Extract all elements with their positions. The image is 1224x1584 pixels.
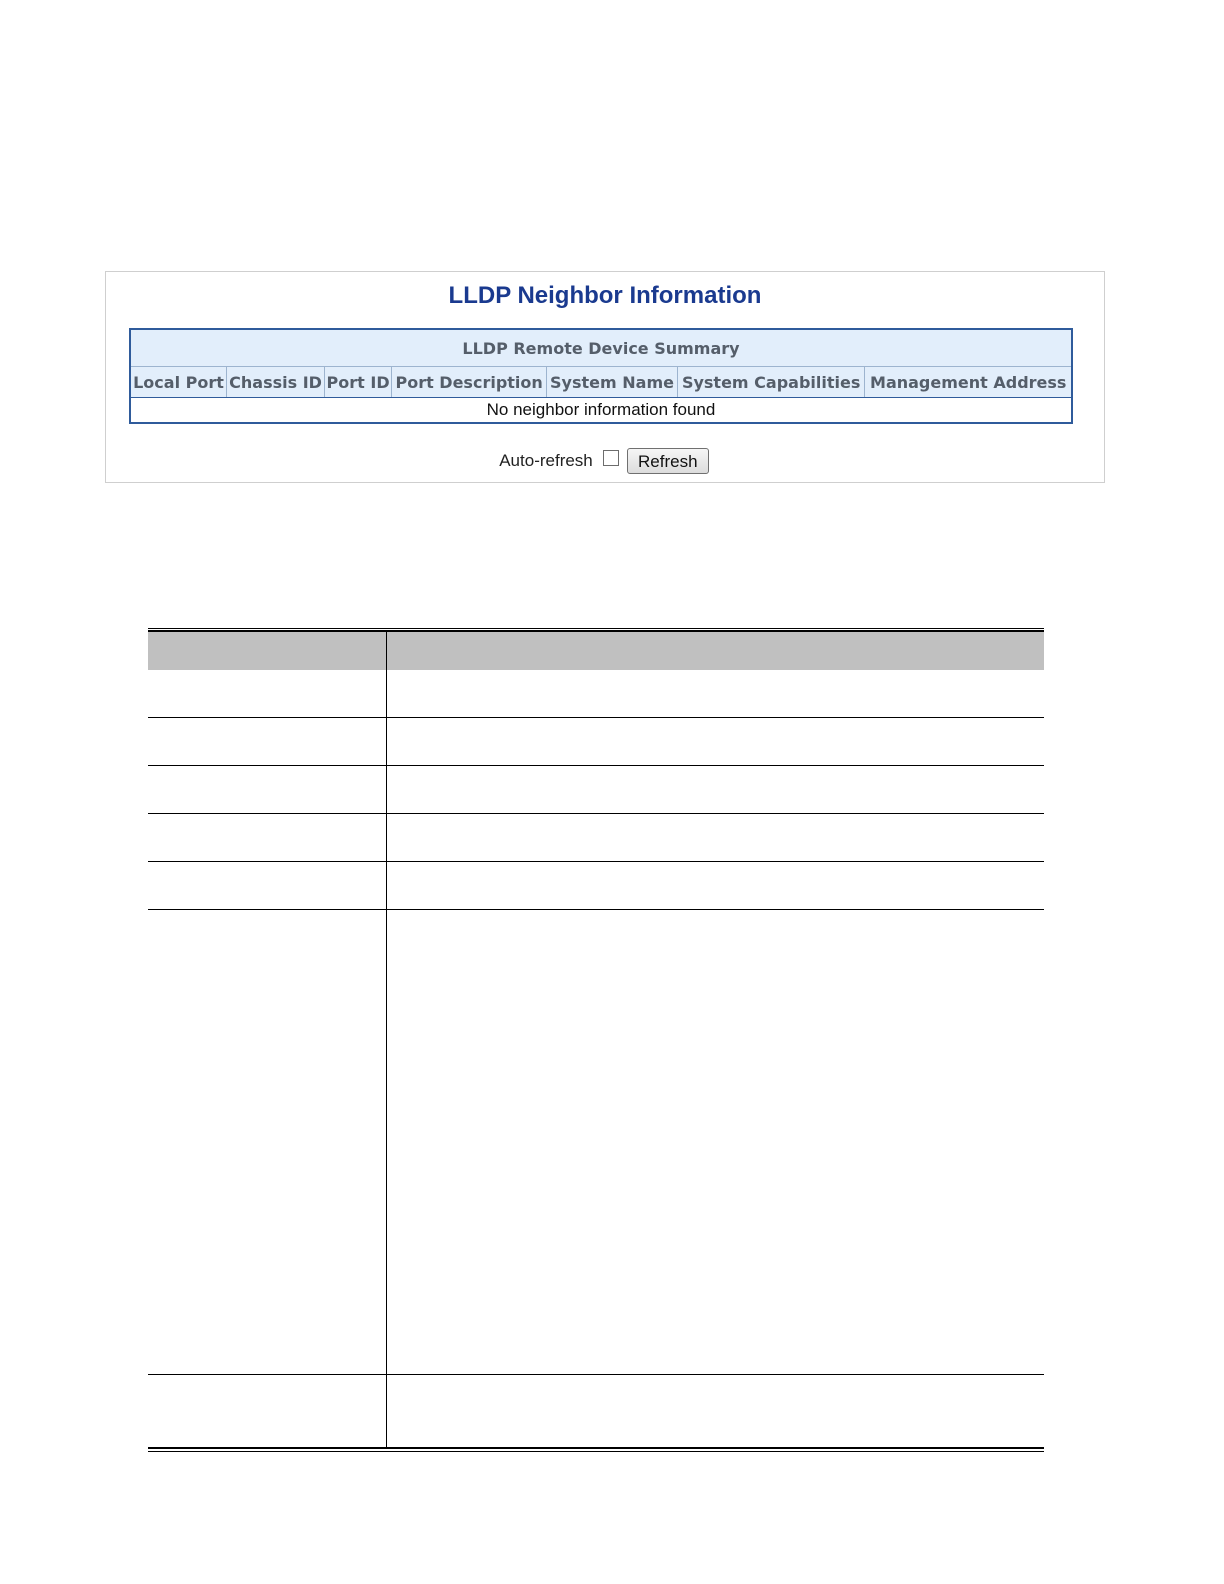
table-row: [148, 862, 1044, 910]
remote-device-summary-table: [129, 328, 1073, 424]
table-row: [148, 910, 1044, 1375]
description-cell: [387, 814, 1044, 861]
column-header-port-id: Port ID: [325, 367, 392, 398]
table-row: [148, 1375, 1044, 1447]
object-cell: [148, 718, 387, 765]
page-title: LLDP Neighbor Information: [448, 282, 762, 309]
table-row: [148, 766, 1044, 814]
refresh-button[interactable]: Refresh: [627, 448, 709, 474]
object-cell: [148, 670, 387, 717]
object-cell: [148, 766, 387, 813]
table-bottom-rule: [148, 1451, 1044, 1452]
header-object-cell: [148, 632, 387, 670]
column-header-system-capabilities: System Capabilities: [677, 367, 865, 398]
header-description-cell: [387, 632, 1044, 670]
description-cell: [387, 718, 1044, 765]
refresh-controls: [106, 448, 1104, 474]
empty-message: No neighbor information found: [130, 398, 1072, 424]
table-header-row: [148, 632, 1044, 670]
auto-refresh-label: Auto-refresh: [499, 451, 593, 470]
table-row: [148, 670, 1044, 718]
auto-refresh-checkbox[interactable]: [603, 450, 619, 466]
object-cell: [148, 814, 387, 861]
column-header-port-description: Port Description: [392, 367, 547, 398]
column-header-management-address: Management Address: [865, 367, 1072, 398]
object-cell: [148, 910, 387, 1374]
description-cell: [387, 670, 1044, 717]
description-cell: [387, 910, 1044, 1374]
table-row: [148, 718, 1044, 766]
object-description-table: [148, 628, 1044, 1452]
object-cell: [148, 862, 387, 909]
column-header-chassis-id: Chassis ID: [227, 367, 325, 398]
object-cell: [148, 1375, 387, 1447]
description-cell: [387, 1375, 1044, 1447]
column-header-system-name: System Name: [547, 367, 678, 398]
column-header-local-port: Local Port: [130, 367, 227, 398]
description-cell: [387, 766, 1044, 813]
lldp-neighbor-panel: [105, 271, 1105, 483]
table-caption: LLDP Remote Device Summary: [130, 329, 1072, 367]
table-row: [148, 814, 1044, 862]
table-bottom-rule-thick: [148, 1447, 1044, 1449]
description-cell: [387, 862, 1044, 909]
